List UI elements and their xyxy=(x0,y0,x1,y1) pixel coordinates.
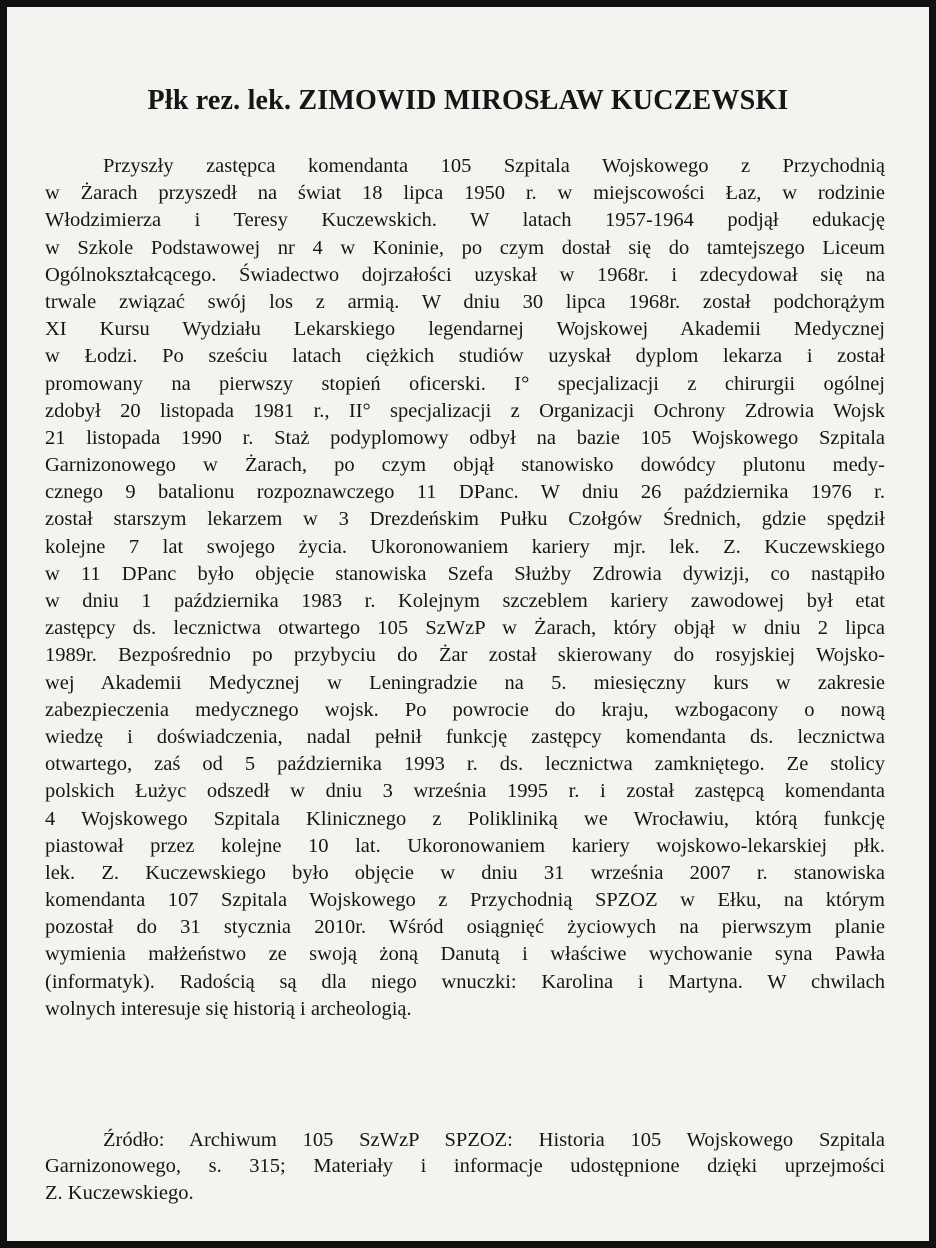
body-line: XI Kursu Wydziału Lekarskiego legendarnej Wojskowej Akademii Medycznej xyxy=(45,318,885,341)
body-line: został starszym lekarzem w 3 Drezdeńskim Pułku Czołgów Średnich, gdzie spędził xyxy=(45,508,885,531)
body-line: wej Akademii Medycznej w Leningradzie na 5. miesięczny kurs w zakresie xyxy=(45,671,885,694)
body-line: wymienia małżeństwo ze swoją żoną Danutą i właściwe wychowanie syna Pawła xyxy=(45,943,885,966)
body-line: trwale związać swój los z armią. W dniu 30 lipca 1968r. został podchorążym xyxy=(45,290,885,313)
body-line: lek. Z. Kuczewskiego było objęcie w dniu 31 września 2007 r. stanowiska xyxy=(45,861,885,884)
body-line: w 11 DPanc było objęcie stanowiska Szefa Służby Zdrowia dywizji, co nastąpiło xyxy=(45,562,885,585)
body-line: zastępcy ds. lecznictwa otwartego 105 SzWzP w Żarach, który objął w dniu 2 lipca xyxy=(45,617,885,640)
body-line: zabezpieczenia medycznego wojsk. Po powrocie do kraju, wzbogacony o nową xyxy=(45,698,885,721)
body-line: Ogólnokształcącego. Świadectwo dojrzałości uzyskał w 1968r. i zdecydował się na xyxy=(45,263,885,286)
body-line: (informatyk). Radością są dla niego wnuczki: Karolina i Martyna. W chwilach xyxy=(45,970,885,993)
document-title: Płk rez. lek. ZIMOWID MIROSŁAW KUCZEWSKI xyxy=(147,85,789,116)
body-line: Garnizonowego w Żarach, po czym objął stanowisko dowódcy plutonu medy- xyxy=(45,454,885,477)
body-line: pozostał do 31 stycznia 2010r. Wśród osiągnięć życiowych na pierwszym planie xyxy=(45,916,885,939)
body-line: promowany na pierwszy stopień oficerski. I° specjalizacji z chirurgii ogólnej xyxy=(45,372,885,395)
document-page xyxy=(7,7,929,1241)
body-line: polskich Łużyc odszedł w dniu 3 września 1995 r. i został zastępcą komendanta xyxy=(45,780,885,803)
source-line: Z. Kuczewskiego. xyxy=(45,1181,194,1204)
body-line: w Łodzi. Po sześciu latach ciężkich studiów uzyskał dyplom lekarza i został xyxy=(45,345,885,368)
body-line: Przyszły zastępca komendanta 105 Szpitala Wojskowego z Przychodnią xyxy=(103,155,885,177)
body-line: kolejne 7 lat swojego życia. Ukoronowaniem kariery mjr. lek. Z. Kuczewskiego xyxy=(45,535,885,558)
body-line: 21 listopada 1990 r. Staż podyplomowy odbył na bazie 105 Wojskowego Szpitala xyxy=(45,426,885,449)
body-line: cznego 9 batalionu rozpoznawczego 11 DPanc. W dniu 26 października 1976 r. xyxy=(45,481,885,504)
body-line: zdobył 20 listopada 1981 r., II° specjalizacji z Organizacji Ochrony Zdrowia Wojsk xyxy=(45,399,885,422)
body-line: wiedzę i doświadczenia, nadal pełnił funkcję zastępcy komendanta ds. lecznictwa xyxy=(45,725,885,748)
body-line: w Żarach przyszedł na świat 18 lipca 1950 r. w miejscowości Łaz, w rodzinie xyxy=(45,182,885,205)
body-text xyxy=(45,153,885,1023)
body-line: komendanta 107 Szpitala Wojskowego z Przychodnią SPZOZ w Ełku, na którym xyxy=(45,889,885,912)
body-line: piastował przez kolejne 10 lat. Ukoronowaniem kariery wojskowo-lekarskiej płk. xyxy=(45,834,885,857)
body-line: otwartego, zaś od 5 października 1993 r. ds. lecznictwa zamkniętego. Ze stolicy xyxy=(45,753,885,776)
body-line: 4 Wojskowego Szpitala Klinicznego z Polikliniką we Wrocławiu, którą funkcję xyxy=(45,807,885,830)
body-line: w Szkole Podstawowej nr 4 w Koninie, po czym dostał się do tamtejszego Liceum xyxy=(45,236,885,259)
source-note xyxy=(45,1127,885,1206)
body-line: 1989r. Bezpośrednio po przybyciu do Żar został skierowany do rosyjskiej Wojsko- xyxy=(45,644,885,667)
body-line: w dniu 1 października 1983 r. Kolejnym szczeblem kariery zawodowej był etat xyxy=(45,590,885,612)
body-line: Włodzimierza i Teresy Kuczewskich. W latach 1957-1964 podjął edukację xyxy=(45,209,885,232)
source-line: Źródło: Archiwum 105 SzWzP SPZOZ: Historia 105 Wojskowego Szpitala xyxy=(103,1129,885,1151)
source-line: Garnizonowego, s. 315; Materiały i informacje udostępnione dzięki uprzejmości xyxy=(45,1155,885,1178)
body-line: wolnych interesuje się historią i archeologią. xyxy=(45,997,412,1020)
